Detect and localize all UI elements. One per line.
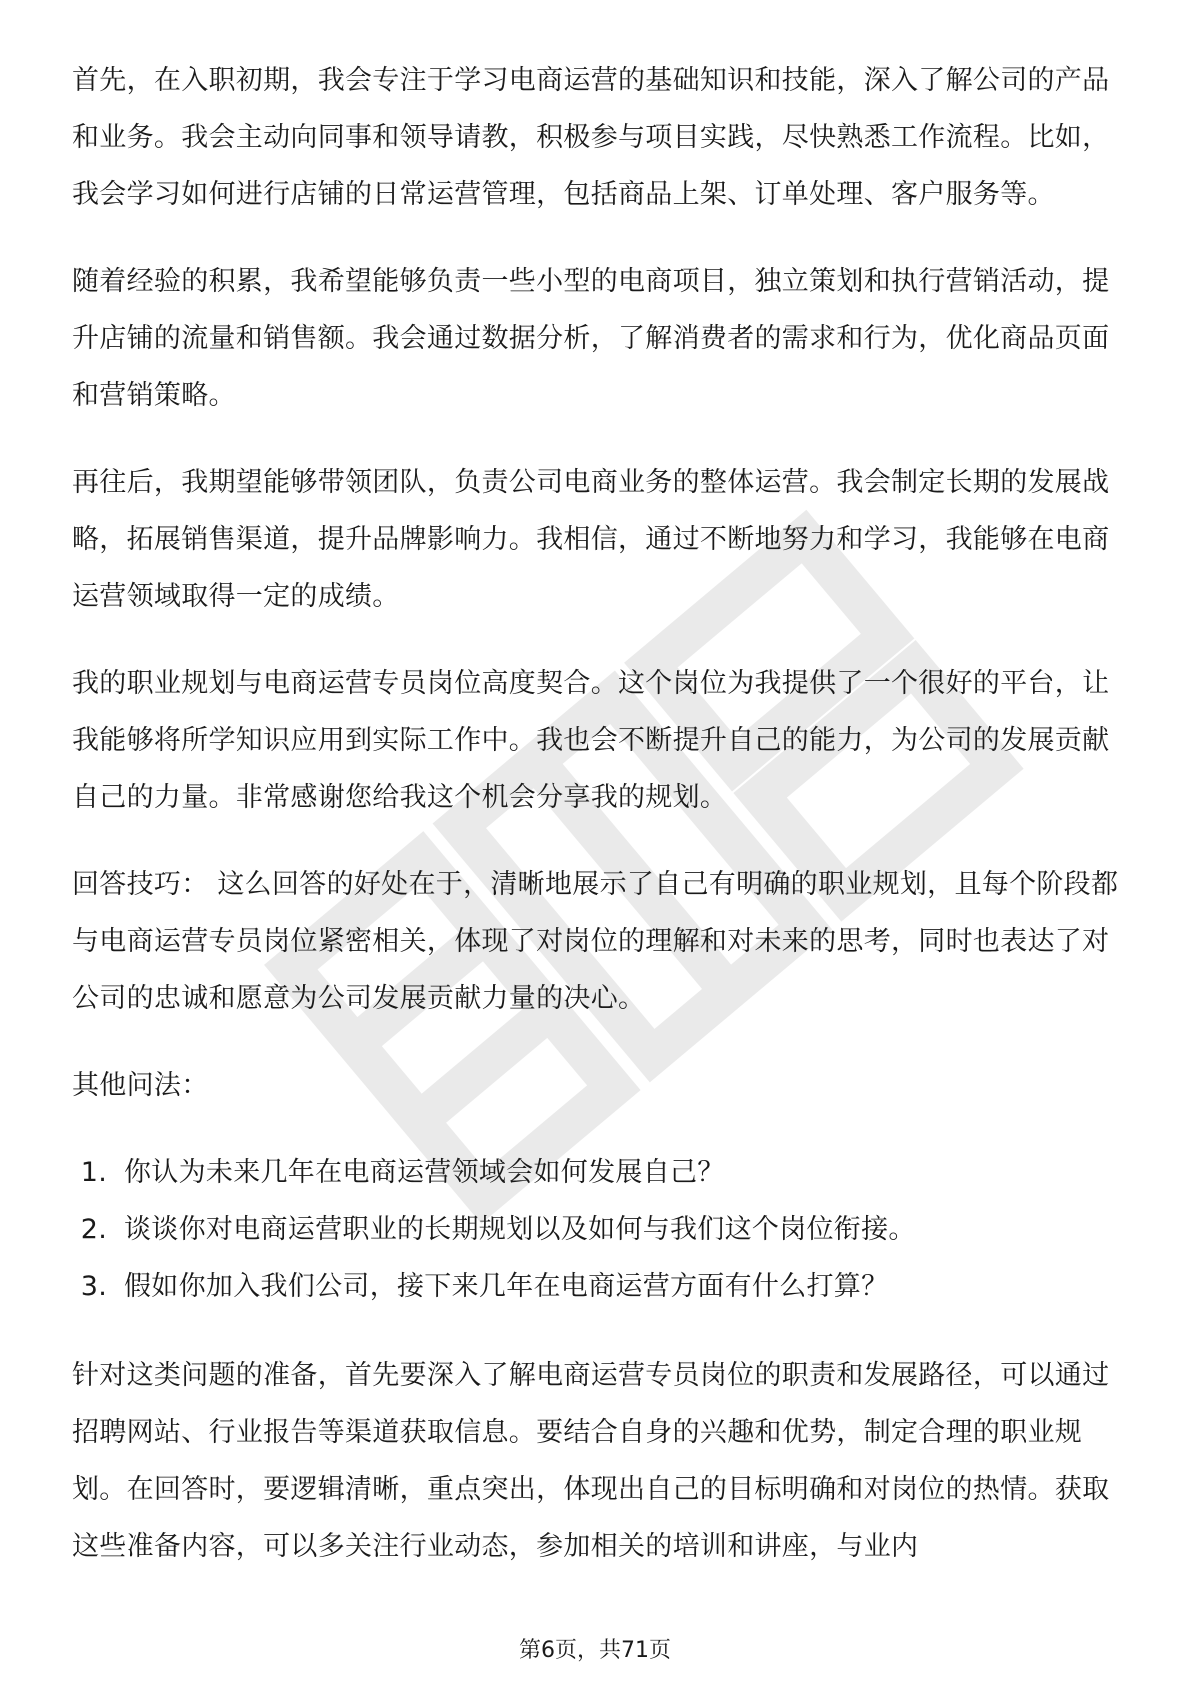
other-questions-list <box>72 1144 1122 1315</box>
answer-tip <box>72 856 1122 1027</box>
paragraph-early-career: 首先，在入职初期，我会专注于学习电商运营的基础知识和技能，深入了解公司的产品和业务。我会主动向同事和领导请教，积极参与项目实践，尽快熟悉工作流程。比如，我会学习如何进行店铺的日常运营管理，包括商品上架、订单处理、客户服务等。 <box>72 65 1110 210</box>
other-questions-heading: 其他问法： <box>72 1070 209 1101</box>
main-content <box>72 52 1122 1605</box>
paragraph-long-term: 再往后，我期望能够带领团队，负责公司电商业务的整体运营。我会制定长期的发展战略，拓展销售渠道，提升品牌影响力。我相信，通过不断地努力和学习，我能够在电商运营领域取得一定的成绩。 <box>72 467 1110 612</box>
paragraph-preparation: 针对这类问题的准备，首先要深入了解电商运营专员岗位的职责和发展路径，可以通过招聘网站、行业报告等渠道获取信息。要结合自身的兴趣和优势，制定合理的职业规划。在回答时，要逻辑清晰，重点突出，体现出自己的目标明确和对岗位的热情。获取这些准备内容，可以多关注行业动态，参加相关的培训和讲座，与业内 <box>72 1360 1110 1562</box>
paragraph-fit: 我的职业规划与电商运营专员岗位高度契合。这个岗位为我提供了一个很好的平台，让我能够将所学知识应用到实际工作中。我也会不断提升自己的能力，为公司的发展贡献自己的力量。非常感谢您给我这个机会分享我的规划。 <box>72 668 1110 813</box>
list-item: 3. 假如你加入我们公司，接下来几年在电商运营方面有什么打算？ <box>116 1258 1122 1315</box>
answer-tip-label: 回答技巧： <box>72 869 209 900</box>
answer-tip-text: 这么回答的好处在于，清晰地展示了自己有明确的职业规划，且每个阶段都与电商运营专员岗位紧密相关，体现了对岗位的理解和对未来的思考，同时也表达了对公司的忠诚和愿意为公司发展贡献力量的决心。 <box>72 869 1119 1014</box>
paragraph-mid-career: 随着经验的积累，我希望能够负责一些小型的电商项目，独立策划和执行营销活动，提升店铺的流量和销售额。我会通过数据分析，了解消费者的需求和行为，优化商品页面和营销策略。 <box>72 266 1110 411</box>
list-item: 2. 谈谈你对电商运营职业的长期规划以及如何与我们这个岗位衔接。 <box>116 1201 1122 1258</box>
list-item: 1. 你认为未来几年在电商运营领域会如何发展自己？ <box>116 1144 1122 1201</box>
page-number: 第6页，共71页 <box>519 1638 671 1663</box>
